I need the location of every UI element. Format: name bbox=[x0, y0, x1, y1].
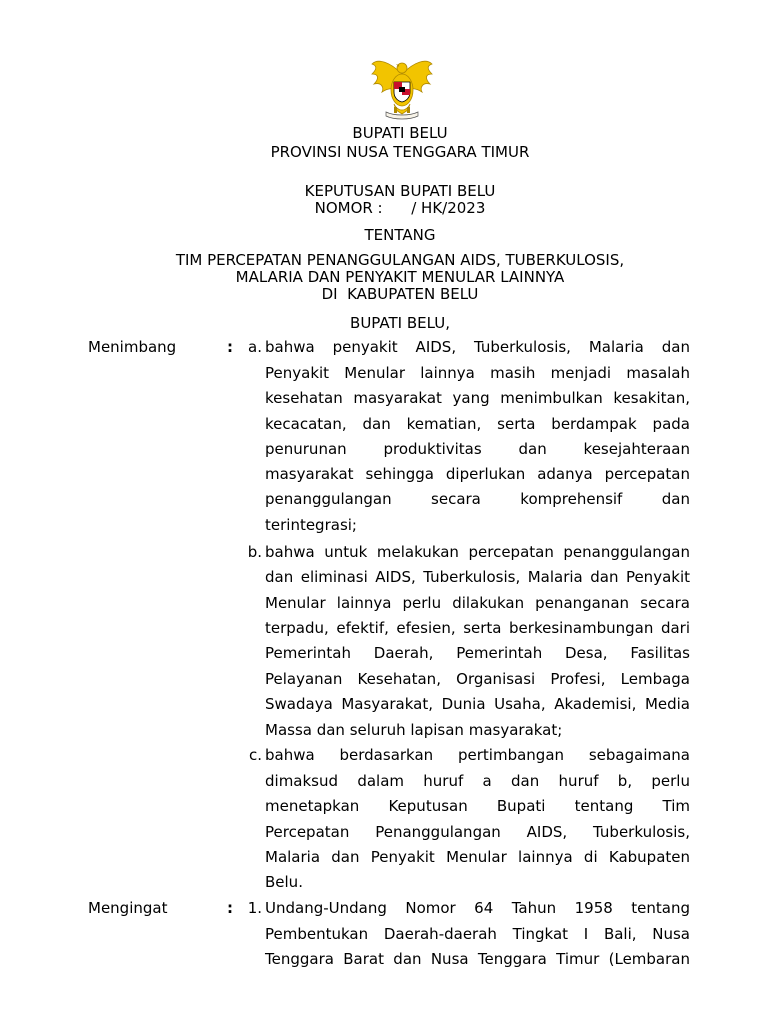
item-b-line: Swadaya Masyarakat, Dunia Usaha, Akademisi, Media bbox=[265, 695, 690, 713]
decision-number: NOMOR : / HK/2023 bbox=[314, 199, 486, 217]
official-name: BUPATI BELU, bbox=[350, 314, 450, 332]
item-b-line: dan eliminasi AIDS, Tuberkulosis, Malaria dan Penyakit bbox=[265, 568, 690, 586]
item-a-line: kecacatan, dan kematian, serta berdampak pada bbox=[265, 415, 690, 433]
item-marker-a: a. bbox=[248, 338, 262, 356]
item-c-line: Percepatan Penanggulangan AIDS, Tuberkulosis, bbox=[265, 823, 690, 841]
issuer-title: BUPATI BELU bbox=[352, 124, 448, 142]
subject-line-3: DI KABUPATEN BELU bbox=[321, 285, 479, 303]
item-marker-b: b. bbox=[247, 543, 262, 561]
garuda-pancasila-emblem-icon bbox=[368, 54, 436, 122]
item-c-line: Malaria dan Penyakit Menular lainnya di Kabupaten bbox=[265, 848, 690, 866]
item-c-line: dimaksud dalam huruf a dan huruf b, perlu bbox=[265, 772, 690, 790]
item-b-line: bahwa untuk melakukan percepatan penanggulangan bbox=[265, 543, 690, 561]
item-a-line: Penyakit Menular lainnya masih menjadi masalah bbox=[265, 364, 690, 382]
item-a-line: kesehatan masyarakat yang menimbulkan kesakitan, bbox=[265, 389, 690, 407]
subject-line-2: MALARIA DAN PENYAKIT MENULAR LAINNYA bbox=[235, 268, 565, 286]
section-label-menimbang: Menimbang bbox=[88, 338, 177, 356]
item-b-line: Menular lainnya perlu dilakukan penanganan secara bbox=[265, 594, 690, 612]
item-b-line: Pemerintah Daerah, Pemerintah Desa, Fasilitas bbox=[265, 644, 690, 662]
item-a-line: bahwa penyakit AIDS, Tuberkulosis, Malaria dan bbox=[265, 338, 690, 356]
item-a-line: penanggulangan secara komprehensif dan bbox=[265, 490, 690, 508]
about-heading: TENTANG bbox=[364, 226, 436, 244]
item-b-line: Pelayanan Kesehatan, Organisasi Profesi, Lembaga bbox=[265, 670, 690, 688]
section-colon: : bbox=[227, 899, 233, 917]
item-a-line: terintegrasi; bbox=[265, 516, 357, 534]
decision-title: KEPUTUSAN BUPATI BELU bbox=[304, 182, 496, 200]
item-a-line: penurunan produktivitas dan kesejahteraan bbox=[265, 440, 690, 458]
item-b-line: Massa dan seluruh lapisan masyarakat; bbox=[265, 721, 563, 739]
item-b-line: terpadu, efektif, efesien, serta berkesinambungan dari bbox=[265, 619, 690, 637]
province-title: PROVINSI NUSA TENGGARA TIMUR bbox=[270, 143, 530, 161]
item-c-line: menetapkan Keputusan Bupati tentang Tim bbox=[265, 797, 690, 815]
item-c-line: bahwa berdasarkan pertimbangan sebagaimana bbox=[265, 746, 690, 764]
item-c-line: Belu. bbox=[265, 873, 303, 891]
section-label-mengingat: Mengingat bbox=[88, 899, 168, 917]
section-colon: : bbox=[227, 338, 233, 356]
subject-line-1: TIM PERCEPATAN PENANGGULANGAN AIDS, TUBERKULOSIS, bbox=[175, 251, 625, 269]
item-1-line: Pembentukan Daerah-daerah Tingkat I Bali, Nusa bbox=[265, 925, 690, 943]
item-marker-1: 1. bbox=[247, 899, 262, 917]
item-1-line: Tenggara Barat dan Nusa Tenggara Timur (Lembaran bbox=[265, 950, 690, 968]
item-a-line: masyarakat sehingga diperlukan adanya percepatan bbox=[265, 465, 690, 483]
item-marker-c: c. bbox=[248, 746, 262, 764]
item-1-line: Undang-Undang Nomor 64 Tahun 1958 tentang bbox=[265, 899, 690, 917]
